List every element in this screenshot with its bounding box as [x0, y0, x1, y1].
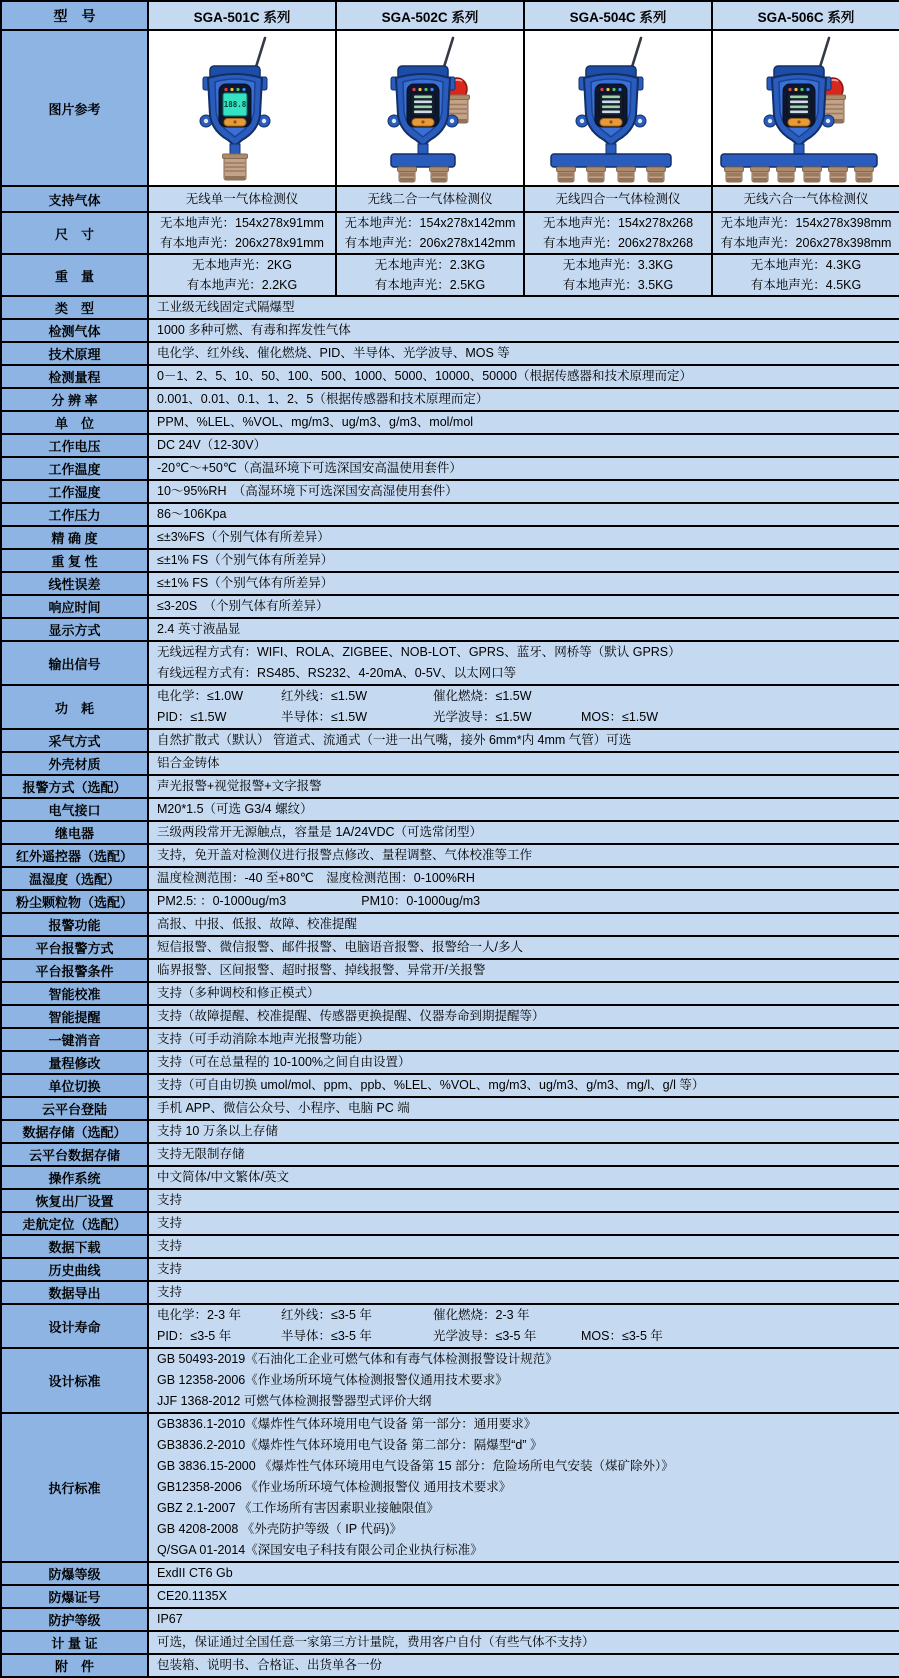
spec-row [1, 411, 899, 434]
spec-value [148, 618, 899, 641]
spec-value-line: 有线远程方式有：RS485、RS232、4-20mA、0-5V、以太网口等 [157, 666, 517, 680]
row-label: 响应时间 [1, 595, 148, 618]
row-label: 恢复出厂设置 [1, 1189, 148, 1212]
image-row-label: 图片参考 [1, 30, 148, 186]
row-label: 数据下载 [1, 1235, 148, 1258]
spec-row [1, 1631, 899, 1654]
gas-detector-single-sensor-image [153, 33, 331, 183]
spec-cell-line: 无本地声光：154x278x91mm [160, 216, 324, 230]
spec-value-line: 2.4 英寸液晶显 [157, 622, 241, 636]
spec-value [148, 844, 899, 867]
spec-row [1, 913, 899, 936]
row-label: 附 件 [1, 1654, 148, 1677]
spec-cell-line: 无线二合一气体检测仪 [367, 192, 493, 206]
row-label: 输出信号 [1, 641, 148, 685]
header-series-3: SGA-506C 系列 [712, 1, 899, 30]
spec-row [1, 1097, 899, 1120]
spec-row [1, 1166, 899, 1189]
spec-row [1, 342, 899, 365]
spec-row [1, 982, 899, 1005]
spec-cell-line: 有本地声光：206x278x142mm [344, 236, 516, 250]
spec-value-line: 支持（故障提醒、校准提醒、传感器更换提醒、仪器寿命到期提醒等） [157, 1009, 545, 1023]
spec-cell [712, 254, 899, 296]
spec-row [1, 867, 899, 890]
spec-value-line: 铝合金铸体 [157, 756, 220, 770]
spec-value [148, 1189, 899, 1212]
spec-value-line: 工业级无线固定式隔爆型 [157, 300, 295, 314]
spec-value [148, 296, 899, 319]
spec-value-line: 10～95%RH （高湿环境下可选深国安高湿使用套件） [157, 484, 458, 498]
row-label: 设计寿命 [1, 1304, 148, 1348]
spec-value-line: GB3836.2-2010《爆炸性气体环境用电气设备 第二部分：隔爆型“d” 》 [157, 1438, 543, 1452]
spec-row [1, 1258, 899, 1281]
row-label: 采气方式 [1, 729, 148, 752]
spec-row [1, 1120, 899, 1143]
spec-row [1, 1143, 899, 1166]
spec-value [148, 890, 899, 913]
spec-row [1, 365, 899, 388]
spec-row [1, 1212, 899, 1235]
spec-value-line: ≤±1% FS（个别气体有所差异） [157, 576, 334, 590]
spec-row [1, 821, 899, 844]
row-label: 工作湿度 [1, 480, 148, 503]
spec-cell [148, 254, 336, 296]
spec-row [1, 641, 899, 685]
spec-row [1, 890, 899, 913]
spec-row [1, 752, 899, 775]
spec-row [1, 1413, 899, 1562]
spec-row [1, 1608, 899, 1631]
spec-value [148, 775, 899, 798]
spec-row [1, 1051, 899, 1074]
spec-row [1, 1189, 899, 1212]
row-label: 设计标准 [1, 1348, 148, 1413]
row-label: 数据存储（选配） [1, 1120, 148, 1143]
spec-value-line: 支持 [157, 1285, 183, 1299]
spec-value-segment: 红外线：≤3-5 年 [281, 1308, 372, 1322]
spec-value [148, 1562, 899, 1585]
row-label: 云平台数据存储 [1, 1143, 148, 1166]
spec-value-line: 1000 多种可燃、有毒和挥发性气体 [157, 323, 351, 337]
spec-value [148, 798, 899, 821]
row-label: 继电器 [1, 821, 148, 844]
spec-row [1, 959, 899, 982]
spec-value [148, 641, 899, 685]
spec-value-line: 支持 10 万条以上存储 [157, 1124, 278, 1138]
spec-value [148, 729, 899, 752]
spec-value-line: GB 50493-2019《石油化工企业可燃气体和有毒气体检测报警设计规范》 [157, 1352, 558, 1366]
spec-value-line: 0.001、0.01、0.1、1、2、5（根据传感器和技术原理而定） [157, 392, 489, 406]
spec-row [1, 775, 899, 798]
spec-value [148, 685, 899, 729]
spec-row [1, 254, 899, 296]
spec-row [1, 685, 899, 729]
spec-row [1, 572, 899, 595]
spec-cell-line: 无本地声光：3.3KG [562, 258, 674, 272]
spec-row [1, 936, 899, 959]
row-label: 支持气体 [1, 186, 148, 212]
spec-row [1, 388, 899, 411]
row-label: 功 耗 [1, 685, 148, 729]
spec-cell [524, 254, 712, 296]
row-label: 走航定位（选配） [1, 1212, 148, 1235]
image-row [1, 30, 899, 186]
row-label: 历史曲线 [1, 1258, 148, 1281]
row-label: 执行标准 [1, 1413, 148, 1562]
spec-value-line: ≤±1% FS（个别气体有所差异） [157, 553, 334, 567]
spec-value-line: GB 12358-2006《作业场所环境气体检测报警仪通用技术要求》 [157, 1373, 508, 1387]
spec-row [1, 1005, 899, 1028]
spec-value-line: IP67 [157, 1612, 183, 1626]
spec-value-line: 短信报警、微信报警、邮件报警、电脑语音报警、报警给一人/多人 [157, 940, 523, 954]
spec-value-line: 支持 [157, 1193, 183, 1207]
spec-value [148, 1005, 899, 1028]
row-label: 防爆等级 [1, 1562, 148, 1585]
header-series-1: SGA-502C 系列 [336, 1, 524, 30]
spec-value [148, 319, 899, 342]
spec-value [148, 913, 899, 936]
spec-value [148, 1258, 899, 1281]
spec-row [1, 186, 899, 212]
spec-cell-line: 无线六合一气体检测仪 [743, 192, 869, 206]
spec-value-line: 支持（可手动消除本地声光报警功能） [157, 1032, 370, 1046]
spec-value [148, 572, 899, 595]
spec-value-line: 电化学、红外线、催化燃烧、PID、半导体、光学波导、MOS 等 [157, 346, 510, 360]
spec-row [1, 1028, 899, 1051]
row-label: 外壳材质 [1, 752, 148, 775]
spec-value-line: 中文简体/中文繁体/英文 [157, 1170, 289, 1184]
row-label: 精 确 度 [1, 526, 148, 549]
row-label: 防护等级 [1, 1608, 148, 1631]
spec-row [1, 844, 899, 867]
row-label: 工作温度 [1, 457, 148, 480]
spec-value [148, 503, 899, 526]
spec-value-line: PM2.5: ：0-1000ug/m3 PM10：0-1000ug/m3 [157, 894, 481, 908]
spec-value-segment: 电化学：≤1.0W [157, 689, 244, 703]
row-label: 量程修改 [1, 1051, 148, 1074]
spec-row [1, 457, 899, 480]
spec-value-segment: 光学波导：≤1.5W [433, 710, 532, 724]
row-label: 操作系统 [1, 1166, 148, 1189]
spec-row [1, 1074, 899, 1097]
spec-value-line: 支持（多种调校和修正模式） [157, 986, 320, 1000]
spec-value-line: 支持（可自由切换 umol/mol、ppm、ppb、%LEL、%VOL、mg/m3、ug/m3、g/m3、mg/l、g/l 等） [157, 1078, 705, 1092]
spec-cell-line: 无本地声光：154x278x398mm [720, 216, 892, 230]
spec-cell [524, 212, 712, 254]
spec-value [148, 982, 899, 1005]
spec-cell-line: 无本地声光：2.3KG [374, 258, 486, 272]
spec-value [148, 480, 899, 503]
spec-value-line: 高报、中报、低报、故障、校准提醒 [157, 917, 358, 931]
spec-cell-line: 无本地声光：2KG [191, 258, 292, 272]
spec-value [148, 1348, 899, 1413]
row-label: 平台报警条件 [1, 959, 148, 982]
spec-value-segment: 半导体：≤1.5W [281, 710, 368, 724]
spec-value [148, 959, 899, 982]
spec-value-line: 无线远程方式有：WIFI、ROLA、ZIGBEE、NOB-LOT、GPRS、蓝牙、网桥等（默认 GPRS） [157, 645, 681, 659]
spec-value [148, 1120, 899, 1143]
spec-value-line [157, 1326, 891, 1347]
spec-row [1, 526, 899, 549]
row-label: 智能提醒 [1, 1005, 148, 1028]
gas-detector-two-sensor-beacon-image [341, 33, 519, 183]
spec-value-line: GB12358-2006 《作业场所环境气体检测报警仪 通用技术要求》 [157, 1480, 512, 1494]
spec-value [148, 595, 899, 618]
spec-value [148, 1413, 899, 1562]
spec-cell-line: 无本地声光：4.3KG [750, 258, 862, 272]
spec-cell [336, 254, 524, 296]
spec-value-line: 支持 [157, 1262, 183, 1276]
spec-cell [148, 186, 336, 212]
spec-cell-line: 有本地声光：206x278x268 [542, 236, 694, 250]
row-label: 检测量程 [1, 365, 148, 388]
spec-value-line: ≤3-20S （个别气体有所差异） [157, 599, 329, 613]
row-label: 重 复 性 [1, 549, 148, 572]
row-label: 智能校准 [1, 982, 148, 1005]
gas-detector-six-sensor-beacon-image [717, 33, 895, 183]
spec-value [148, 1051, 899, 1074]
spec-value-line: -20℃～+50℃（高温环境下可选深国安高温使用套件） [157, 461, 462, 475]
row-label: 工作电压 [1, 434, 148, 457]
spec-value [148, 1304, 899, 1348]
row-label: 计 量 证 [1, 1631, 148, 1654]
spec-value [148, 1166, 899, 1189]
spec-value-line [157, 1305, 891, 1326]
row-label: 单位切换 [1, 1074, 148, 1097]
spec-value-line: JJF 1368-2012 可燃气体检测报警器型式评价大纲 [157, 1394, 432, 1408]
spec-value-line: 手机 APP、微信公众号、小程序、电脑 PC 端 [157, 1101, 410, 1115]
spec-row [1, 618, 899, 641]
spec-value-segment: MOS：≤1.5W [581, 710, 659, 724]
spec-table-body [1, 1, 899, 1677]
spec-value [148, 1654, 899, 1677]
gas-detector-four-sensor-image [529, 33, 707, 183]
spec-value-line: 包装箱、说明书、合格证、出货单各一份 [157, 1658, 383, 1672]
row-label: 云平台登陆 [1, 1097, 148, 1120]
spec-value [148, 526, 899, 549]
spec-row [1, 319, 899, 342]
row-label: 单 位 [1, 411, 148, 434]
spec-row [1, 729, 899, 752]
row-label: 电气接口 [1, 798, 148, 821]
spec-row [1, 798, 899, 821]
spec-cell [712, 186, 899, 212]
spec-value-line: 温度检测范围：-40 至+80℃ 湿度检测范围：0-100%RH [157, 871, 475, 885]
row-label: 显示方式 [1, 618, 148, 641]
spec-value [148, 411, 899, 434]
gas-detector-four-sensor-image-cell [524, 30, 712, 186]
spec-value [148, 457, 899, 480]
spec-cell-line: 无线四合一气体检测仪 [555, 192, 681, 206]
spec-value-line: GB 4208-2008 《外壳防护等级（ IP 代码)》 [157, 1522, 402, 1536]
spec-row [1, 1585, 899, 1608]
row-label: 尺 寸 [1, 212, 148, 254]
row-label: 红外遥控器（选配） [1, 844, 148, 867]
spec-value-line: GB 3836.15-2000 《爆炸性气体环境用电气设备第 15 部分：危险场所电气安装（煤矿除外）》 [157, 1459, 674, 1473]
spec-value [148, 1143, 899, 1166]
spec-value-line: 0－1、2、5、10、50、100、500、1000、5000、10000、50000（根据传感器和技术原理而定） [157, 369, 692, 383]
spec-value-line: PPM、%LEL、%VOL、mg/m3、ug/m3、g/m3、mol/mol [157, 415, 474, 429]
spec-value-line: 临界报警、区间报警、超时报警、掉线报警、异常开/关报警 [157, 963, 486, 977]
spec-value [148, 1281, 899, 1304]
spec-cell-line: 有本地声光：3.5KG [562, 278, 674, 292]
spec-value-line: DC 24V（12-30V） [157, 438, 267, 452]
spec-value-segment: 催化燃烧：2-3 年 [433, 1308, 530, 1322]
spec-cell-line: 有本地声光：206x278x91mm [160, 236, 324, 250]
spec-value-line: 支持无限制存储 [157, 1147, 245, 1161]
spec-value [148, 1608, 899, 1631]
spec-value [148, 549, 899, 572]
spec-cell-line: 有本地声光：2.2KG [186, 278, 298, 292]
spec-row [1, 212, 899, 254]
row-label: 分 辨 率 [1, 388, 148, 411]
spec-row [1, 1235, 899, 1258]
spec-row [1, 1654, 899, 1677]
spec-value-line: 可选，保证通过全国任意一家第三方计量院，费用客户自付（有些气体不支持） [157, 1635, 595, 1649]
spec-value-segment: PID：≤1.5W [157, 710, 227, 724]
spec-cell [524, 186, 712, 212]
spec-row [1, 595, 899, 618]
spec-value-line [157, 686, 891, 707]
row-label: 技术原理 [1, 342, 148, 365]
row-label: 数据导出 [1, 1281, 148, 1304]
spec-value [148, 752, 899, 775]
spec-row [1, 1281, 899, 1304]
row-label: 重 量 [1, 254, 148, 296]
spec-value [148, 365, 899, 388]
row-label: 线性误差 [1, 572, 148, 595]
spec-value-line [157, 707, 891, 728]
spec-value [148, 342, 899, 365]
spec-row [1, 434, 899, 457]
spec-cell-line: 无线单一气体检测仪 [185, 192, 299, 206]
spec-value [148, 1235, 899, 1258]
spec-value [148, 1074, 899, 1097]
row-label: 报警方式（选配） [1, 775, 148, 798]
spec-value-line: 支持，免开盖对检测仪进行报警点修改、量程调整、气体校准等工作 [157, 848, 533, 862]
spec-value-segment: 电化学：2-3 年 [157, 1308, 242, 1322]
spec-value-segment: PID：≤3-5 年 [157, 1329, 232, 1343]
spec-value-line: 支持 [157, 1239, 183, 1253]
spec-cell [148, 212, 336, 254]
spec-cell-line: 无本地声光：154x278x142mm [344, 216, 516, 230]
header-row [1, 1, 899, 30]
row-label: 报警功能 [1, 913, 148, 936]
spec-value-line: 86～106Kpa [157, 507, 227, 521]
row-label: 粉尘颗粒物（选配） [1, 890, 148, 913]
spec-row [1, 503, 899, 526]
spec-value [148, 388, 899, 411]
spec-value [148, 867, 899, 890]
spec-value-line: 声光报警+视觉报警+文字报警 [157, 779, 322, 793]
row-label: 检测气体 [1, 319, 148, 342]
spec-value-line: GB3836.1-2010《爆炸性气体环境用电气设备 第一部分：通用要求》 [157, 1417, 537, 1431]
row-label: 一键消音 [1, 1028, 148, 1051]
spec-value-line: CE20.1135X [157, 1589, 227, 1603]
spec-value-line: 支持（可在总量程的 10-100%之间自由设置） [157, 1055, 411, 1069]
row-label: 类 型 [1, 296, 148, 319]
row-label: 工作压力 [1, 503, 148, 526]
spec-value-line: Q/SGA 01-2014《深国安电子科技有限公司企业执行标准》 [157, 1543, 483, 1557]
spec-value-line: 自然扩散式（默认） 管道式、流通式（一进一出气嘴，接外 6mm*内 4mm 气管）可选 [157, 733, 632, 747]
spec-value-segment: 红外线：≤1.5W [281, 689, 368, 703]
header-series-2: SGA-504C 系列 [524, 1, 712, 30]
spec-row [1, 549, 899, 572]
spec-value [148, 821, 899, 844]
row-label: 平台报警方式 [1, 936, 148, 959]
spec-row [1, 1304, 899, 1348]
gas-detector-six-sensor-beacon-image-cell [712, 30, 899, 186]
spec-cell [712, 212, 899, 254]
spec-cell-line: 有本地声光：4.5KG [750, 278, 862, 292]
gas-detector-two-sensor-beacon-image-cell [336, 30, 524, 186]
spec-row [1, 1348, 899, 1413]
spec-value [148, 1212, 899, 1235]
spec-value-line: 三级两段常开无源触点，容量是 1A/24VDC（可选常闭型） [157, 825, 483, 839]
spec-cell-line: 无本地声光：154x278x268 [542, 216, 694, 230]
spec-value-segment: 半导体：≤3-5 年 [281, 1329, 372, 1343]
spec-cell [336, 186, 524, 212]
spec-cell-line: 有本地声光：2.5KG [374, 278, 486, 292]
spec-value [148, 1585, 899, 1608]
spec-value-line: ≤±3%FS（个别气体有所差异） [157, 530, 330, 544]
header-model-label: 型 号 [1, 1, 148, 30]
spec-value-line: GBZ 2.1-2007 《工作场所有害因素职业接触限值》 [157, 1501, 439, 1515]
spec-value [148, 1631, 899, 1654]
gas-detector-single-sensor-image-cell [148, 30, 336, 186]
spec-value [148, 1028, 899, 1051]
spec-row [1, 296, 899, 319]
spec-row [1, 1562, 899, 1585]
spec-value-line: 支持 [157, 1216, 183, 1230]
spec-value-line: M20*1.5（可选 G3/4 螺纹） [157, 802, 313, 816]
spec-value-segment: 催化燃烧：≤1.5W [433, 689, 532, 703]
spec-value [148, 936, 899, 959]
svg-text:188.8: 188.8 [223, 100, 247, 109]
header-series-0: SGA-501C 系列 [148, 1, 336, 30]
spec-cell-line: 有本地声光：206x278x398mm [720, 236, 892, 250]
spec-row [1, 480, 899, 503]
row-label: 防爆证号 [1, 1585, 148, 1608]
row-label: 温湿度（选配） [1, 867, 148, 890]
spec-value-line: ExdII CT6 Gb [157, 1566, 233, 1580]
spec-value-segment: MOS：≤3-5 年 [581, 1329, 663, 1343]
spec-value-segment: 光学波导：≤3-5 年 [433, 1329, 537, 1343]
spec-value [148, 434, 899, 457]
spec-cell [336, 212, 524, 254]
spec-value [148, 1097, 899, 1120]
